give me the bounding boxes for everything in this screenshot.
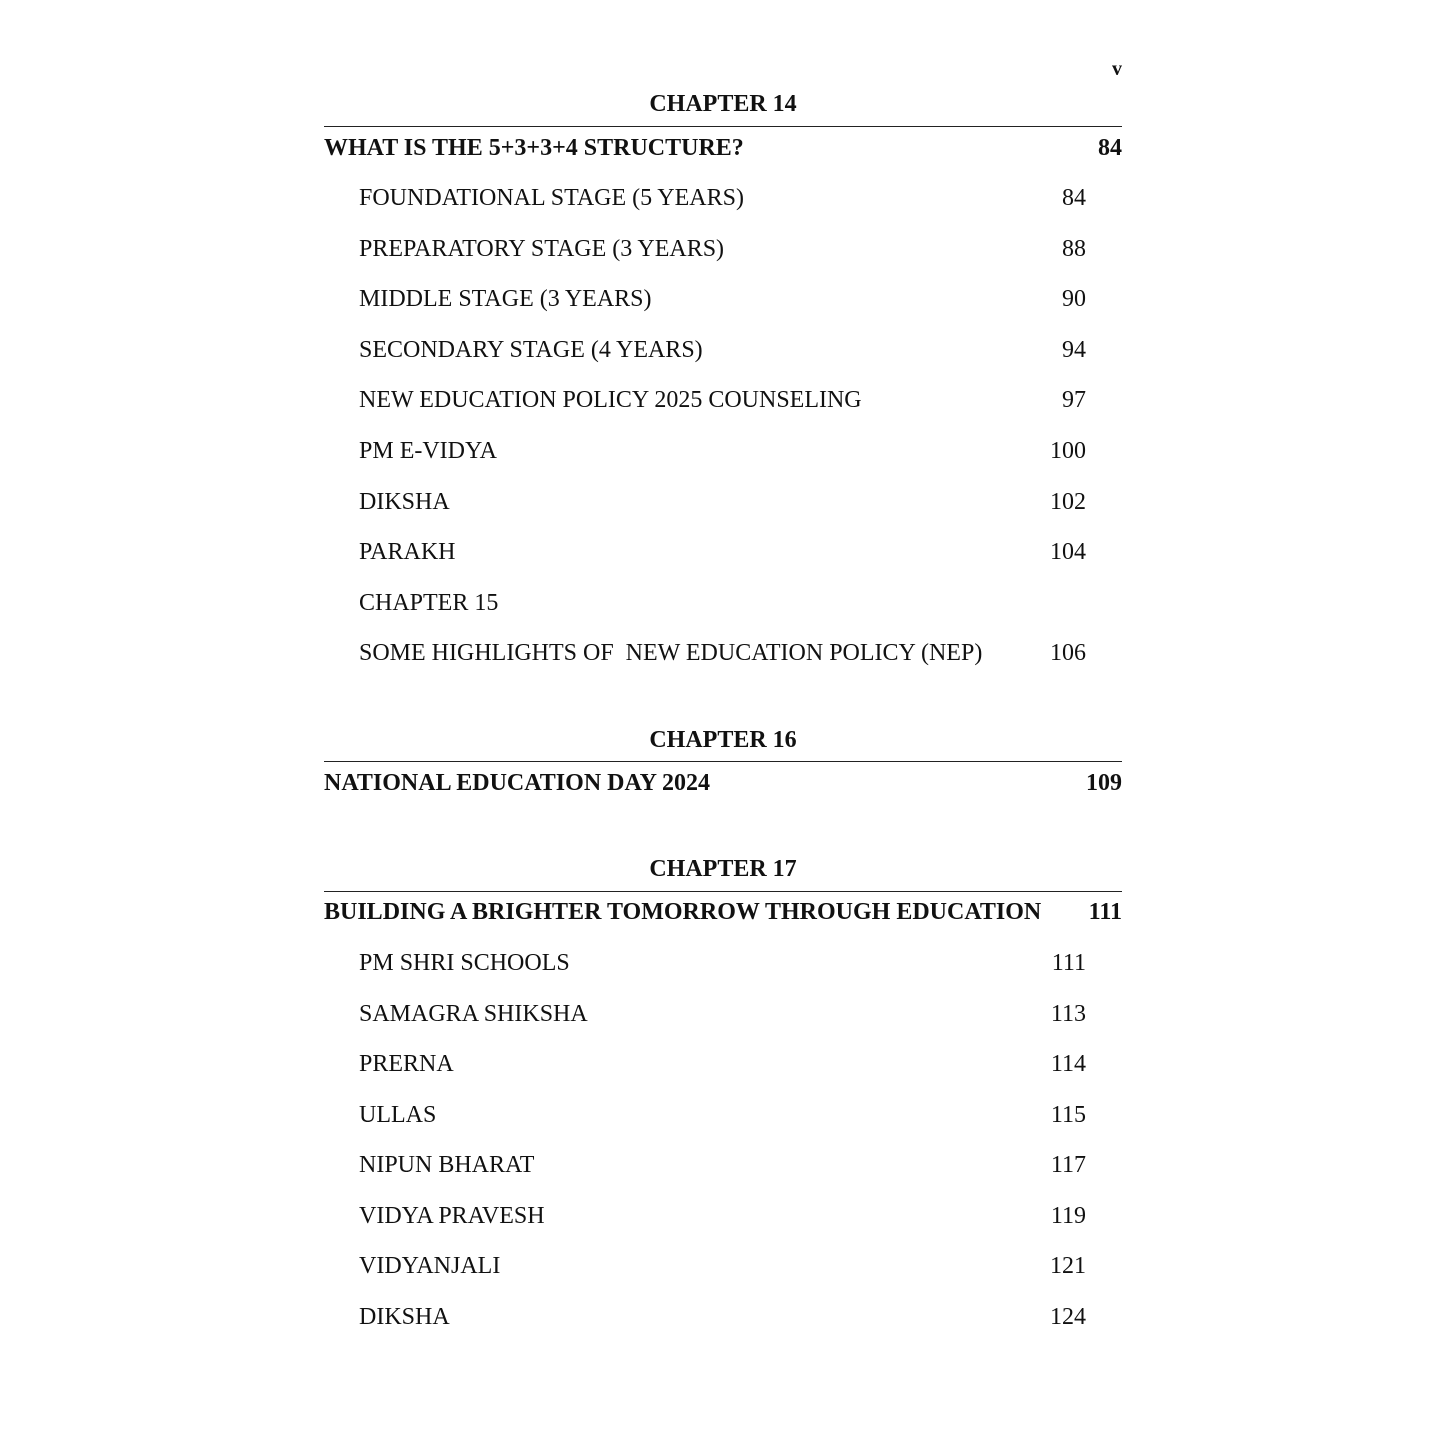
toc-entry-text: PM SHRI SCHOOLS	[359, 950, 570, 976]
toc-entry-page: 100	[1050, 438, 1086, 464]
toc-entry-page: 106	[1050, 640, 1086, 666]
chapter-heading: CHAPTER 17	[649, 856, 797, 882]
divider	[324, 891, 1122, 892]
divider	[324, 126, 1122, 127]
toc-entry-text: PRERNA	[359, 1051, 454, 1077]
toc-entry-page: 111	[1051, 950, 1086, 976]
toc-entry-page: 97	[1062, 387, 1086, 413]
toc-entry-text: NEW EDUCATION POLICY 2025 COUNSELING	[359, 387, 862, 413]
divider	[324, 761, 1122, 762]
page-number: v	[1112, 58, 1122, 80]
chapter-heading: CHAPTER 16	[649, 727, 797, 753]
toc-entry-text: SOME HIGHLIGHTS OF NEW EDUCATION POLICY (NEP)	[359, 640, 983, 666]
toc-entry-page: 117	[1050, 1152, 1086, 1178]
chapter-title: BUILDING A BRIGHTER TOMORROW THROUGH EDUCATION	[324, 899, 1042, 925]
toc-entry-text: DIKSHA	[359, 1304, 450, 1330]
toc-entry-text: PARAKH	[359, 539, 456, 565]
toc-entry-text: SAMAGRA SHIKSHA	[359, 1001, 588, 1027]
toc-entry-text: PM E-VIDYA	[359, 438, 497, 464]
toc-entry-text: NIPUN BHARAT	[359, 1152, 535, 1178]
toc-entry-page: 84	[1062, 185, 1086, 211]
toc-entry-page: 115	[1050, 1102, 1086, 1128]
toc-entry-text: CHAPTER 15	[359, 590, 499, 616]
chapter-page: 111	[1088, 899, 1122, 925]
toc-entry-page: 88	[1062, 236, 1086, 262]
toc-entry-page: 121	[1050, 1253, 1086, 1279]
toc-entry-page: 124	[1050, 1304, 1086, 1330]
toc-entry-text: PREPARATORY STAGE (3 YEARS)	[359, 236, 725, 262]
toc-entry-page: 94	[1062, 337, 1086, 363]
toc-entry-page: 113	[1050, 1001, 1086, 1027]
toc-entry-page: 114	[1050, 1051, 1086, 1077]
toc-entry-text: FOUNDATIONAL STAGE (5 YEARS)	[359, 185, 744, 211]
toc-entry-text: DIKSHA	[359, 489, 450, 515]
chapter-page: 84	[1098, 135, 1122, 161]
toc-entry-page: 90	[1062, 286, 1086, 312]
chapter-page: 109	[1086, 770, 1122, 796]
toc-entry-text: ULLAS	[359, 1102, 437, 1128]
toc-entry-text: MIDDLE STAGE (3 YEARS)	[359, 286, 652, 312]
toc-entry-text: VIDYA PRAVESH	[359, 1203, 545, 1229]
toc-entry-page: 104	[1050, 539, 1086, 565]
toc-entry-page: 102	[1050, 489, 1086, 515]
toc-entry-text: VIDYANJALI	[359, 1253, 501, 1279]
chapter-title: NATIONAL EDUCATION DAY 2024	[324, 770, 711, 796]
toc-entry-text: SECONDARY STAGE (4 YEARS)	[359, 337, 703, 363]
toc-entry-page: 119	[1050, 1203, 1086, 1229]
chapter-heading: CHAPTER 14	[649, 91, 797, 117]
chapter-title: WHAT IS THE 5+3+3+4 STRUCTURE?	[324, 135, 744, 161]
